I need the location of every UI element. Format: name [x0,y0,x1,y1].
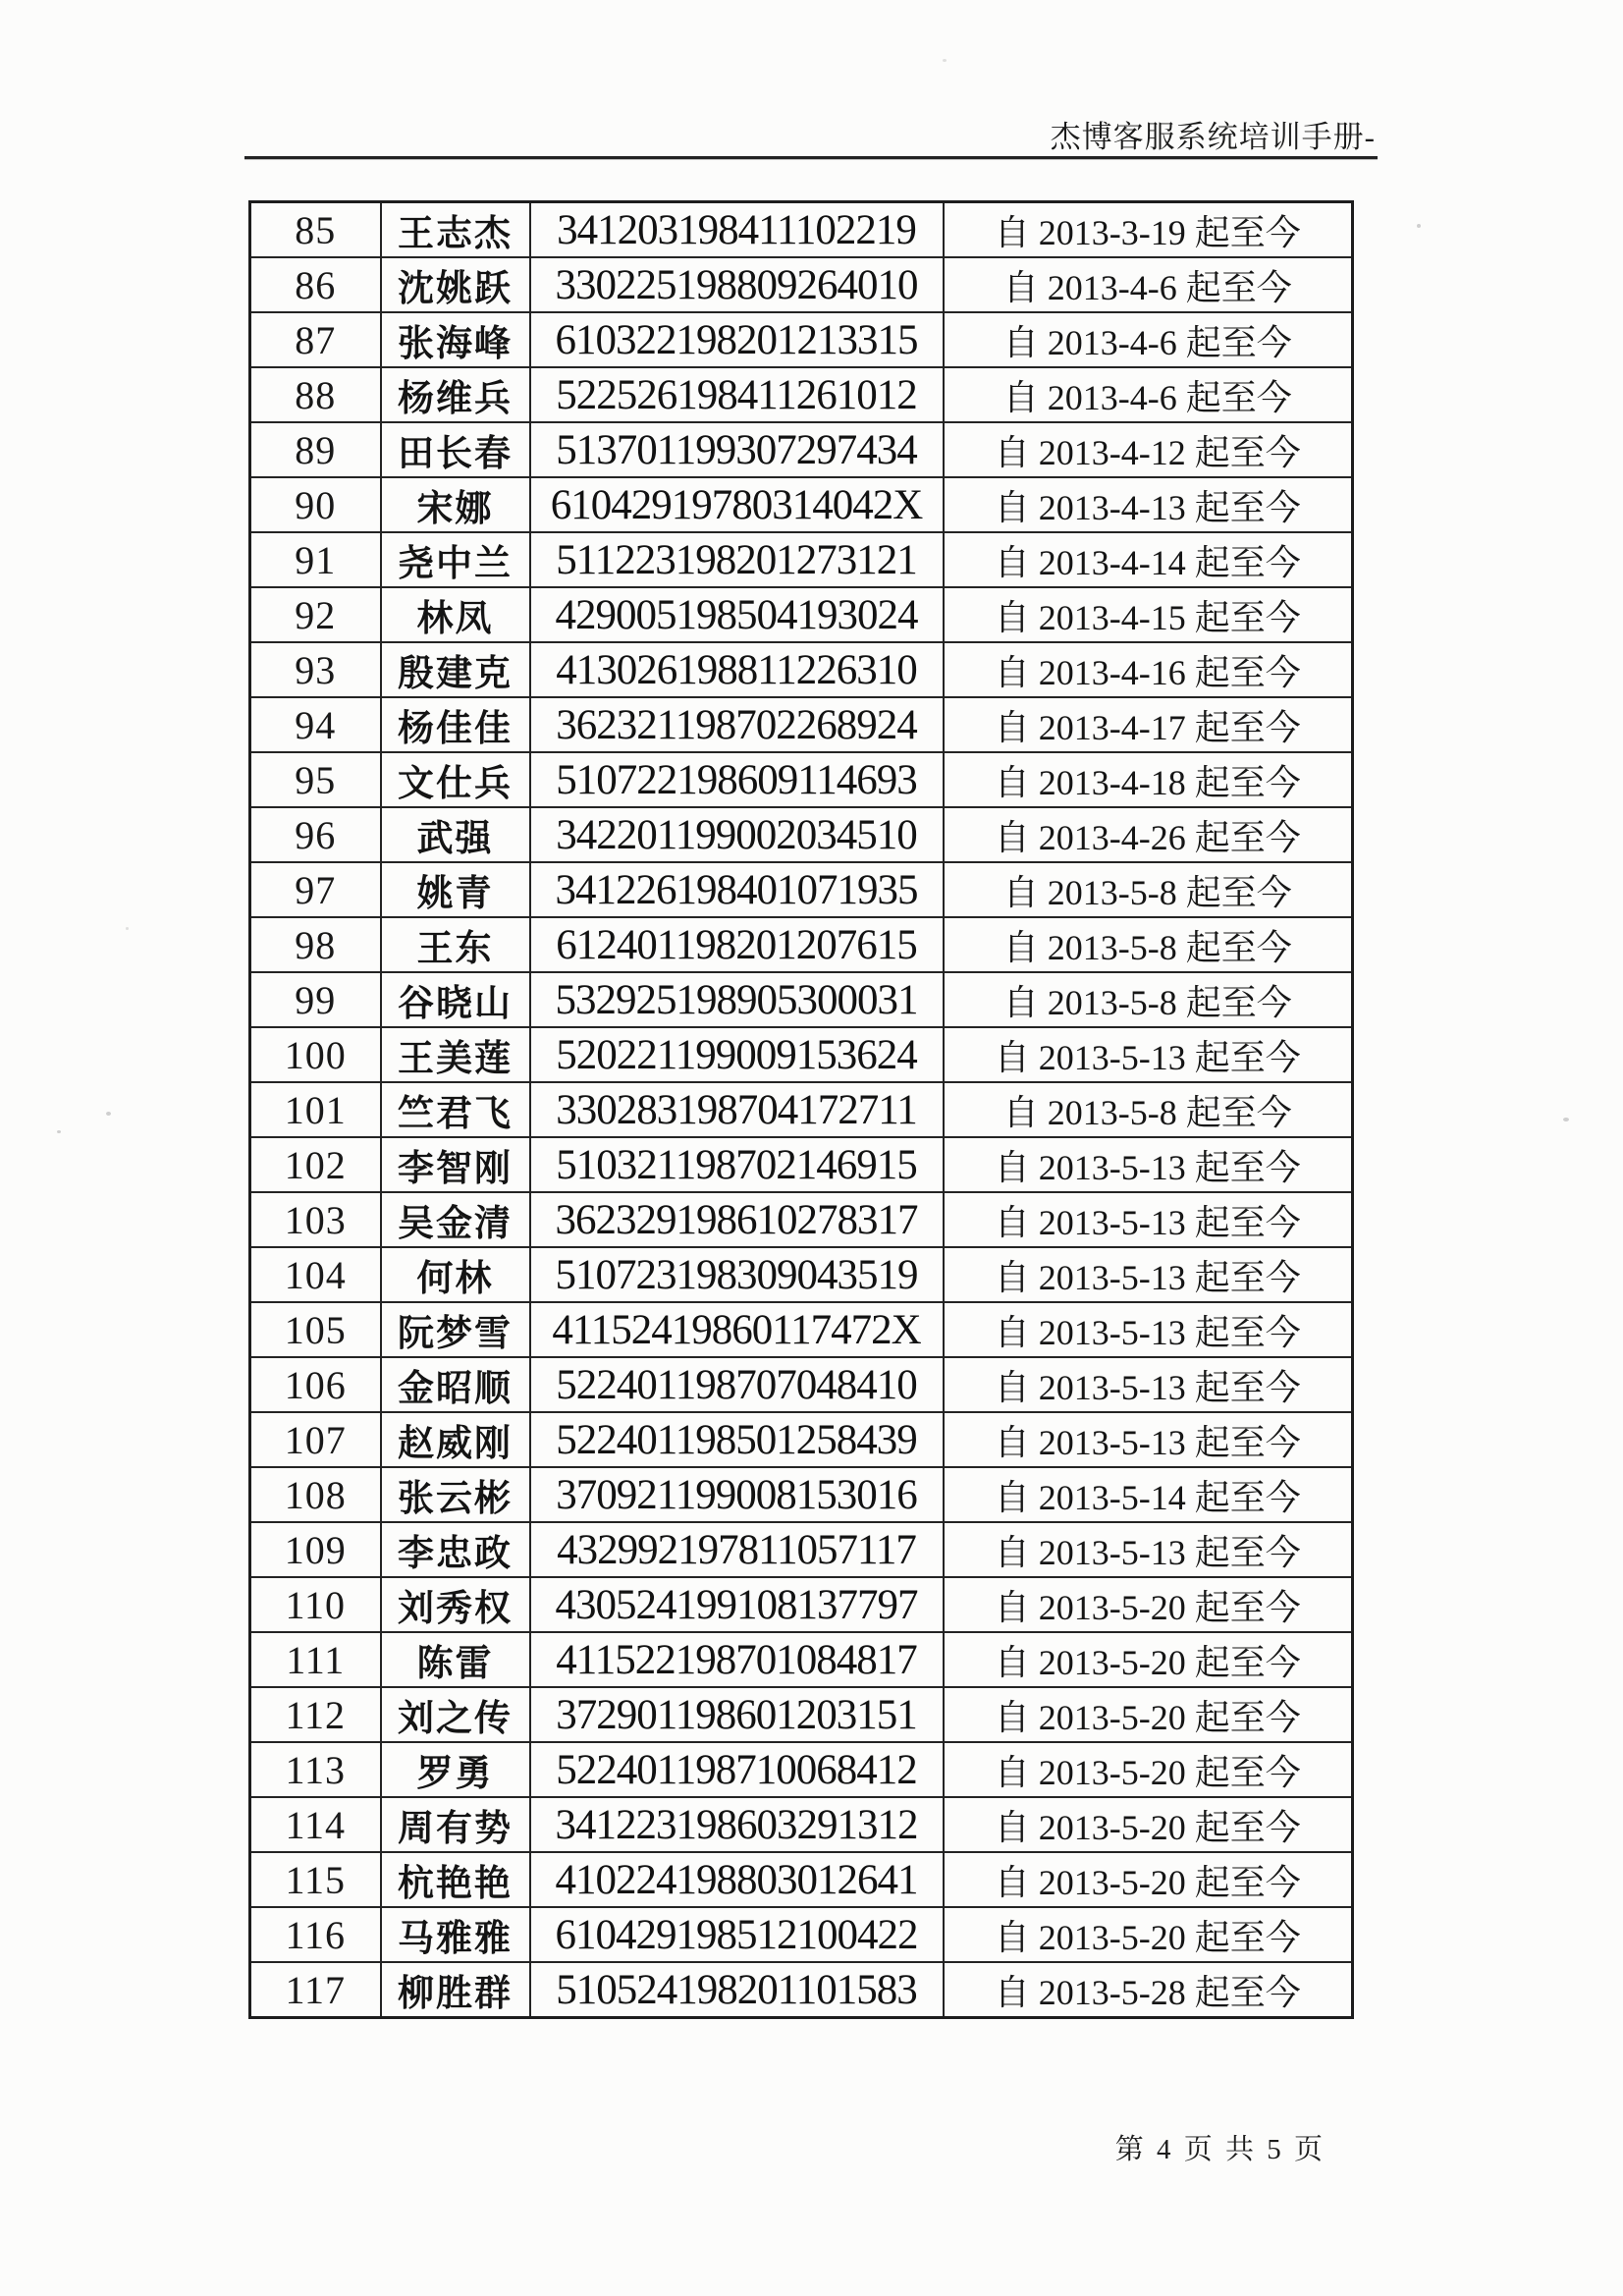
table-row [250,1192,1353,1247]
name-cell: 姚青 [381,862,530,917]
period-cell: 自 2013-5-8 起至今 [944,1082,1353,1137]
period-cell: 自 2013-5-20 起至今 [944,1577,1353,1632]
id-number-cell: 511223198201273121 [530,532,944,587]
table-row [250,1082,1353,1137]
id-number-cell: 330225198809264010 [530,257,944,312]
row-number-cell: 85 [250,202,381,258]
table-row [250,917,1353,972]
id-number-cell: 330283198704172711 [530,1082,944,1137]
period-cell: 自 2013-5-20 起至今 [944,1632,1353,1687]
id-number-cell: 362329198610278317 [530,1192,944,1247]
table-row [250,1357,1353,1412]
name-cell: 杨佳佳 [381,697,530,752]
table-row [250,312,1353,367]
header-rule [244,156,1378,159]
table-row [250,1742,1353,1797]
table-row [250,972,1353,1027]
row-number-cell: 91 [250,532,381,587]
id-number-cell: 610429198512100422 [530,1907,944,1962]
name-cell: 杨维兵 [381,367,530,422]
table-row [250,587,1353,642]
period-cell: 自 2013-5-13 起至今 [944,1137,1353,1192]
table-row [250,642,1353,697]
id-number-cell: 341223198603291312 [530,1797,944,1852]
table-row [250,1412,1353,1467]
id-number-cell: 342201199002034510 [530,807,944,862]
period-cell: 自 2013-5-20 起至今 [944,1687,1353,1742]
table-row [250,1577,1353,1632]
row-number-cell: 113 [250,1742,381,1797]
period-cell: 自 2013-5-8 起至今 [944,917,1353,972]
row-number-cell: 87 [250,312,381,367]
period-cell: 自 2013-5-8 起至今 [944,862,1353,917]
table-row [250,1852,1353,1907]
period-cell: 自 2013-5-20 起至今 [944,1797,1353,1852]
name-cell: 李智刚 [381,1137,530,1192]
scan-speckle [106,1112,111,1116]
scan-speckle [1417,224,1421,228]
period-cell: 自 2013-4-12 起至今 [944,422,1353,477]
name-cell: 武强 [381,807,530,862]
row-number-cell: 117 [250,1962,381,2018]
name-cell: 李忠政 [381,1522,530,1577]
scan-speckle [57,1130,61,1133]
row-number-cell: 94 [250,697,381,752]
table-row [250,1522,1353,1577]
id-number-cell: 520221199009153624 [530,1027,944,1082]
table-row [250,1137,1353,1192]
table-row [250,532,1353,587]
roster-table-body [250,202,1353,2018]
page-number-footer: 第 4 页 共 5 页 [1114,2134,1325,2165]
period-cell: 自 2013-4-13 起至今 [944,477,1353,532]
id-number-cell: 510524198201101583 [530,1962,944,2018]
id-number-cell: 532925198905300031 [530,972,944,1027]
row-number-cell: 102 [250,1137,381,1192]
name-cell: 罗勇 [381,1742,530,1797]
name-cell: 吴金清 [381,1192,530,1247]
name-cell: 周有势 [381,1797,530,1852]
row-number-cell: 110 [250,1577,381,1632]
id-number-cell: 612401198201207615 [530,917,944,972]
table-row [250,1027,1353,1082]
id-number-cell: 372901198601203151 [530,1687,944,1742]
row-number-cell: 88 [250,367,381,422]
row-number-cell: 105 [250,1302,381,1357]
table-row [250,422,1353,477]
row-number-cell: 101 [250,1082,381,1137]
name-cell: 王志杰 [381,202,530,258]
name-cell: 宋娜 [381,477,530,532]
name-cell: 刘之传 [381,1687,530,1742]
id-number-cell: 341203198411102219 [530,202,944,258]
name-cell: 柳胜群 [381,1962,530,2018]
row-number-cell: 90 [250,477,381,532]
id-number-cell: 510722198609114693 [530,752,944,807]
row-number-cell: 112 [250,1687,381,1742]
table-row [250,1302,1353,1357]
row-number-cell: 89 [250,422,381,477]
row-number-cell: 96 [250,807,381,862]
id-number-cell: 362321198702268924 [530,697,944,752]
row-number-cell: 97 [250,862,381,917]
id-number-cell: 432992197811057117 [530,1522,944,1577]
table-row [250,1632,1353,1687]
period-cell: 自 2013-5-13 起至今 [944,1357,1353,1412]
period-cell: 自 2013-4-18 起至今 [944,752,1353,807]
table-row [250,1687,1353,1742]
row-number-cell: 111 [250,1632,381,1687]
row-number-cell: 107 [250,1412,381,1467]
id-number-cell: 341226198401071935 [530,862,944,917]
name-cell: 阮梦雪 [381,1302,530,1357]
period-cell: 自 2013-5-13 起至今 [944,1192,1353,1247]
table-row [250,1797,1353,1852]
id-number-cell: 522401198710068412 [530,1742,944,1797]
table-row [250,202,1353,258]
period-cell: 自 2013-5-20 起至今 [944,1742,1353,1797]
table-row [250,1962,1353,2018]
personnel-roster-table [248,200,1354,2019]
id-number-cell: 430524199108137797 [530,1577,944,1632]
period-cell: 自 2013-4-15 起至今 [944,587,1353,642]
name-cell: 杭艳艳 [381,1852,530,1907]
period-cell: 自 2013-4-6 起至今 [944,312,1353,367]
scan-speckle [943,59,947,62]
name-cell: 何林 [381,1247,530,1302]
table-row [250,477,1353,532]
id-number-cell: 610322198201213315 [530,312,944,367]
id-number-cell: 510723198309043519 [530,1247,944,1302]
row-number-cell: 116 [250,1907,381,1962]
row-number-cell: 93 [250,642,381,697]
period-cell: 自 2013-4-26 起至今 [944,807,1353,862]
id-number-cell: 522401198501258439 [530,1412,944,1467]
table-row [250,1467,1353,1522]
period-cell: 自 2013-5-13 起至今 [944,1027,1353,1082]
id-number-cell: 411522198701084817 [530,1632,944,1687]
id-number-cell: 429005198504193024 [530,587,944,642]
name-cell: 马雅雅 [381,1907,530,1962]
period-cell: 自 2013-4-17 起至今 [944,697,1353,752]
period-cell: 自 2013-5-13 起至今 [944,1247,1353,1302]
name-cell: 陈雷 [381,1632,530,1687]
row-number-cell: 92 [250,587,381,642]
period-cell: 自 2013-5-13 起至今 [944,1302,1353,1357]
name-cell: 刘秀权 [381,1577,530,1632]
row-number-cell: 104 [250,1247,381,1302]
name-cell: 王美莲 [381,1027,530,1082]
row-number-cell: 115 [250,1852,381,1907]
name-cell: 田长春 [381,422,530,477]
name-cell: 张云彬 [381,1467,530,1522]
id-number-cell: 41152419860117472X [530,1302,944,1357]
name-cell: 王东 [381,917,530,972]
period-cell: 自 2013-4-6 起至今 [944,367,1353,422]
id-number-cell: 510321198702146915 [530,1137,944,1192]
period-cell: 自 2013-5-8 起至今 [944,972,1353,1027]
table-row [250,367,1353,422]
table-row [250,257,1353,312]
row-number-cell: 114 [250,1797,381,1852]
scan-speckle [1563,1118,1569,1121]
row-number-cell: 100 [250,1027,381,1082]
name-cell: 竺君飞 [381,1082,530,1137]
row-number-cell: 106 [250,1357,381,1412]
period-cell: 自 2013-5-13 起至今 [944,1522,1353,1577]
name-cell: 尧中兰 [381,532,530,587]
id-number-cell: 522526198411261012 [530,367,944,422]
row-number-cell: 108 [250,1467,381,1522]
name-cell: 金昭顺 [381,1357,530,1412]
table-row [250,1907,1353,1962]
row-number-cell: 98 [250,917,381,972]
period-cell: 自 2013-4-16 起至今 [944,642,1353,697]
id-number-cell: 410224198803012641 [530,1852,944,1907]
name-cell: 林凤 [381,587,530,642]
name-cell: 赵威刚 [381,1412,530,1467]
table-row [250,697,1353,752]
row-number-cell: 86 [250,257,381,312]
period-cell: 自 2013-5-28 起至今 [944,1962,1353,2018]
name-cell: 沈姚跃 [381,257,530,312]
name-cell: 文仕兵 [381,752,530,807]
period-cell: 自 2013-5-20 起至今 [944,1907,1353,1962]
id-number-cell: 61042919780314042X [530,477,944,532]
row-number-cell: 99 [250,972,381,1027]
id-number-cell: 413026198811226310 [530,642,944,697]
period-cell: 自 2013-5-13 起至今 [944,1412,1353,1467]
table-row [250,807,1353,862]
id-number-cell: 522401198707048410 [530,1357,944,1412]
table-row [250,1247,1353,1302]
row-number-cell: 109 [250,1522,381,1577]
row-number-cell: 95 [250,752,381,807]
scan-speckle [126,927,129,930]
id-number-cell: 370921199008153016 [530,1467,944,1522]
period-cell: 自 2013-4-14 起至今 [944,532,1353,587]
period-cell: 自 2013-5-20 起至今 [944,1852,1353,1907]
name-cell: 谷晓山 [381,972,530,1027]
period-cell: 自 2013-5-14 起至今 [944,1467,1353,1522]
period-cell: 自 2013-4-6 起至今 [944,257,1353,312]
period-cell: 自 2013-3-19 起至今 [944,202,1353,258]
id-number-cell: 513701199307297434 [530,422,944,477]
table-row [250,862,1353,917]
table-row [250,752,1353,807]
document-header-title: 杰博客服系统培训手册- [1050,120,1376,154]
row-number-cell: 103 [250,1192,381,1247]
name-cell: 殷建克 [381,642,530,697]
name-cell: 张海峰 [381,312,530,367]
